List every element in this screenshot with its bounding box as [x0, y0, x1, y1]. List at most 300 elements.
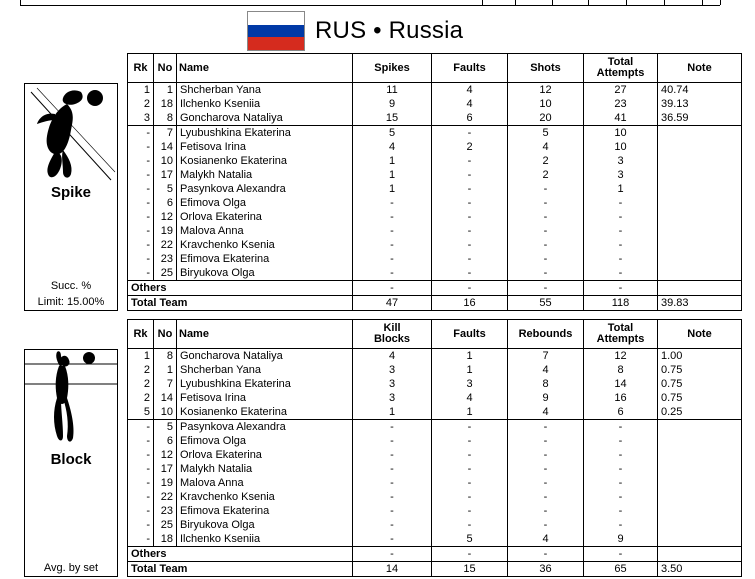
spike-cell-number: 6	[154, 196, 177, 210]
block-cell-c1: 3	[353, 363, 432, 377]
block-panel-title: Block	[50, 451, 92, 468]
spike-cell-c1: 15	[353, 111, 432, 126]
spike-cell-c3: -	[508, 196, 584, 210]
block-cell-note: 0.75	[658, 377, 742, 391]
block-cell-rank: -	[128, 420, 154, 435]
block-cell-c3: -	[508, 490, 584, 504]
spike-cell-rank: 3	[128, 111, 154, 126]
block-cell-rank: -	[128, 462, 154, 476]
flag-stripe-red	[248, 37, 304, 50]
spike-cell-number: 8	[154, 111, 177, 126]
block-cell-rank: -	[128, 434, 154, 448]
spike-cell-rank: -	[128, 210, 154, 224]
spike-cell-name: Malova Anna	[177, 224, 353, 238]
block-cell-c3: -	[508, 476, 584, 490]
spike-cell-c1: -	[353, 238, 432, 252]
block-cell-c3: 7	[508, 349, 584, 364]
team-name: RUS • Russia	[315, 17, 464, 44]
block-cell-note: 0.75	[658, 391, 742, 405]
spike-cell-note	[658, 168, 742, 182]
block-cell-c1: -	[353, 420, 432, 435]
spike-cell-c2: -	[432, 182, 508, 196]
spike-cell-total: 10	[584, 140, 658, 154]
spike-cell-c1: 5	[353, 126, 432, 141]
spike-cell-c1: -	[353, 266, 432, 281]
spike-cell-c1: 1	[353, 154, 432, 168]
spike-others-c2: -	[432, 281, 508, 296]
spike-others-row	[128, 281, 742, 296]
block-cell-note: 0.25	[658, 405, 742, 420]
block-cell-number: 22	[154, 490, 177, 504]
spike-cell-number: 22	[154, 238, 177, 252]
spike-cell-rank: -	[128, 182, 154, 196]
spike-cell-number: 14	[154, 140, 177, 154]
spike-cell-total: 3	[584, 168, 658, 182]
block-header-name: Name	[177, 320, 353, 349]
block-cell-number: 18	[154, 532, 177, 547]
block-cell-c3: -	[508, 462, 584, 476]
block-cell-note	[658, 448, 742, 462]
block-cell-c1: -	[353, 476, 432, 490]
spike-cell-total: 41	[584, 111, 658, 126]
spike-header-row	[128, 54, 742, 83]
spike-header-name: Name	[177, 54, 353, 83]
block-header-c2: Faults	[432, 320, 508, 349]
spike-header-rank: Rk	[128, 54, 154, 83]
spike-cell-c3: 2	[508, 168, 584, 182]
block-cell-name: Kravchenko Ksenia	[177, 490, 353, 504]
block-cell-c2: -	[432, 434, 508, 448]
block-cell-note	[658, 462, 742, 476]
spike-cell-rank: -	[128, 126, 154, 141]
block-cell-name: Ilchenko Kseniia	[177, 532, 353, 547]
spike-cell-c2: -	[432, 252, 508, 266]
spike-cell-c3: 12	[508, 83, 584, 98]
spike-cell-c1: -	[353, 224, 432, 238]
block-others-c2: -	[432, 547, 508, 562]
spike-cell-number: 5	[154, 182, 177, 196]
spike-cell-total: 3	[584, 154, 658, 168]
block-others-total: -	[584, 547, 658, 562]
table-row	[128, 97, 742, 111]
spike-cell-c3: 10	[508, 97, 584, 111]
block-cell-c2: -	[432, 448, 508, 462]
block-cell-name: Malykh Natalia	[177, 462, 353, 476]
table-row	[128, 518, 742, 532]
block-cell-name: Efimova Olga	[177, 434, 353, 448]
spike-total-c2: 16	[432, 296, 508, 311]
block-cell-name: Goncharova Nataliya	[177, 349, 353, 364]
block-total-note: 3.50	[658, 562, 742, 577]
spike-total-total: 118	[584, 296, 658, 311]
spike-others-label: Others	[128, 281, 353, 296]
spike-cell-note	[658, 196, 742, 210]
block-cell-c2: 3	[432, 377, 508, 391]
block-others-c1: -	[353, 547, 432, 562]
spike-cell-note	[658, 182, 742, 196]
block-cell-c3: 9	[508, 391, 584, 405]
spike-cell-c2: -	[432, 126, 508, 141]
table-row	[128, 476, 742, 490]
table-row	[128, 140, 742, 154]
spike-cell-c1: 9	[353, 97, 432, 111]
block-total-c1: 14	[353, 562, 432, 577]
block-cell-c3: 8	[508, 377, 584, 391]
spike-cell-note	[658, 140, 742, 154]
spike-others-note	[658, 281, 742, 296]
spike-cell-number: 10	[154, 154, 177, 168]
block-cell-c1: 1	[353, 405, 432, 420]
block-cell-number: 14	[154, 391, 177, 405]
block-cell-total: -	[584, 462, 658, 476]
spike-header-number: No	[154, 54, 177, 83]
spike-cell-name: Efimova Olga	[177, 196, 353, 210]
block-cell-c1: 3	[353, 391, 432, 405]
spike-cell-c1: 11	[353, 83, 432, 98]
block-cell-c2: 1	[432, 349, 508, 364]
spike-total-label: Total Team	[128, 296, 353, 311]
spike-header-c2: Faults	[432, 54, 508, 83]
spike-cell-rank: -	[128, 196, 154, 210]
block-cell-c3: -	[508, 420, 584, 435]
table-row	[128, 210, 742, 224]
table-row	[128, 504, 742, 518]
block-cell-c1: -	[353, 462, 432, 476]
block-cell-note	[658, 504, 742, 518]
block-cell-c2: -	[432, 476, 508, 490]
spike-total-note: 39.83	[658, 296, 742, 311]
block-cell-number: 19	[154, 476, 177, 490]
spike-cell-rank: -	[128, 168, 154, 182]
block-cell-note	[658, 532, 742, 547]
spike-cell-total: -	[584, 238, 658, 252]
spike-cell-c2: 2	[432, 140, 508, 154]
table-row	[128, 154, 742, 168]
spike-cell-c3: -	[508, 266, 584, 281]
spike-cell-note: 36.59	[658, 111, 742, 126]
block-cell-total: 16	[584, 391, 658, 405]
block-cell-c3: 4	[508, 405, 584, 420]
spike-cell-c2: -	[432, 224, 508, 238]
block-cell-c2: 1	[432, 363, 508, 377]
block-cell-name: Malova Anna	[177, 476, 353, 490]
spike-cell-c3: -	[508, 238, 584, 252]
block-cell-rank: 2	[128, 363, 154, 377]
spike-panel-title: Spike	[50, 184, 92, 201]
block-cell-name: Orlova Ekaterina	[177, 448, 353, 462]
spike-cell-name: Biryukova Olga	[177, 266, 353, 281]
spike-cell-name: Goncharova Nataliya	[177, 111, 353, 126]
spike-cell-number: 25	[154, 266, 177, 281]
previous-table-bottom	[0, 0, 755, 6]
block-cell-c1: -	[353, 518, 432, 532]
block-total-c2: 15	[432, 562, 508, 577]
spike-cell-note	[658, 238, 742, 252]
block-cell-rank: -	[128, 476, 154, 490]
block-cell-note: 1.00	[658, 349, 742, 364]
block-total-row	[128, 562, 742, 577]
spike-panel	[24, 83, 118, 311]
block-header-c1: Kill Blocks	[353, 320, 432, 349]
spike-cell-c1: -	[353, 210, 432, 224]
spike-cell-total: 10	[584, 126, 658, 141]
spike-cell-c2: -	[432, 266, 508, 281]
spike-others-total: -	[584, 281, 658, 296]
block-others-row	[128, 547, 742, 562]
spike-cell-number: 18	[154, 97, 177, 111]
spike-footer-succ: Succ. %	[50, 280, 92, 292]
spike-cell-number: 17	[154, 168, 177, 182]
spike-cell-c1: -	[353, 196, 432, 210]
block-cell-number: 6	[154, 434, 177, 448]
block-others-label: Others	[128, 547, 353, 562]
spike-cell-total: 27	[584, 83, 658, 98]
block-cell-note	[658, 490, 742, 504]
table-row	[128, 448, 742, 462]
spike-cell-c3: -	[508, 182, 584, 196]
block-cell-rank: -	[128, 504, 154, 518]
block-cell-c1: 3	[353, 377, 432, 391]
table-row	[128, 420, 742, 435]
block-cell-c2: 4	[432, 391, 508, 405]
spike-cell-name: Malykh Natalia	[177, 168, 353, 182]
spike-cell-total: -	[584, 196, 658, 210]
table-row	[128, 266, 742, 281]
block-cell-total: -	[584, 448, 658, 462]
block-player-icon	[25, 350, 117, 450]
spike-cell-name: Ilchenko Kseniia	[177, 97, 353, 111]
block-cell-rank: -	[128, 490, 154, 504]
block-cell-number: 25	[154, 518, 177, 532]
spike-cell-name: Pasynkova Alexandra	[177, 182, 353, 196]
block-total-c3: 36	[508, 562, 584, 577]
block-cell-total: -	[584, 434, 658, 448]
block-cell-number: 1	[154, 363, 177, 377]
spike-cell-rank: 2	[128, 97, 154, 111]
spike-cell-name: Efimova Ekaterina	[177, 252, 353, 266]
block-cell-total: 12	[584, 349, 658, 364]
table-row	[128, 168, 742, 182]
block-cell-number: 23	[154, 504, 177, 518]
block-cell-note	[658, 518, 742, 532]
block-others-c3: -	[508, 547, 584, 562]
spike-cell-c1: 1	[353, 182, 432, 196]
spike-header-c1: Spikes	[353, 54, 432, 83]
block-cell-rank: 1	[128, 349, 154, 364]
table-row	[128, 391, 742, 405]
table-row	[128, 462, 742, 476]
block-cell-c2: 5	[432, 532, 508, 547]
block-others-note	[658, 547, 742, 562]
spike-cell-note	[658, 126, 742, 141]
spike-cell-c2: -	[432, 168, 508, 182]
spike-cell-note: 39.13	[658, 97, 742, 111]
table-row	[128, 363, 742, 377]
block-cell-total: 9	[584, 532, 658, 547]
spike-cell-name: Shcherban Yana	[177, 83, 353, 98]
spike-cell-total: -	[584, 266, 658, 281]
block-cell-name: Lyubushkina Ekaterina	[177, 377, 353, 391]
block-footer-avg: Avg. by set	[43, 562, 99, 574]
block-cell-name: Efimova Ekaterina	[177, 504, 353, 518]
spike-cell-c2: -	[432, 238, 508, 252]
spike-cell-total: -	[584, 210, 658, 224]
block-cell-number: 7	[154, 377, 177, 391]
spike-cell-total: -	[584, 224, 658, 238]
spike-cell-note	[658, 224, 742, 238]
block-cell-note	[658, 434, 742, 448]
block-cell-total: 14	[584, 377, 658, 391]
block-cell-total: -	[584, 504, 658, 518]
block-cell-note	[658, 420, 742, 435]
spike-cell-rank: -	[128, 154, 154, 168]
block-header-rank: Rk	[128, 320, 154, 349]
spike-cell-name: Kosianenko Ekaterina	[177, 154, 353, 168]
spike-others-c3: -	[508, 281, 584, 296]
block-cell-c3: -	[508, 504, 584, 518]
table-row	[128, 434, 742, 448]
block-cell-c1: -	[353, 490, 432, 504]
block-cell-c2: -	[432, 490, 508, 504]
block-cell-rank: 2	[128, 391, 154, 405]
block-cell-total: 8	[584, 363, 658, 377]
table-row	[128, 238, 742, 252]
spike-cell-c3: -	[508, 224, 584, 238]
spike-footer-limit: Limit: 15.00%	[37, 296, 105, 308]
spike-cell-c2: 4	[432, 97, 508, 111]
block-header-number: No	[154, 320, 177, 349]
spike-cell-name: Orlova Ekaterina	[177, 210, 353, 224]
block-cell-c3: -	[508, 518, 584, 532]
block-cell-name: Kosianenko Ekaterina	[177, 405, 353, 420]
spike-cell-c3: -	[508, 252, 584, 266]
spike-cell-c2: 4	[432, 83, 508, 98]
block-cell-name: Biryukova Olga	[177, 518, 353, 532]
spike-cell-number: 12	[154, 210, 177, 224]
spike-cell-c2: -	[432, 154, 508, 168]
table-row	[128, 196, 742, 210]
block-cell-rank: -	[128, 448, 154, 462]
spike-cell-c1: 4	[353, 140, 432, 154]
block-cell-total: -	[584, 490, 658, 504]
table-row	[128, 182, 742, 196]
table-row	[128, 490, 742, 504]
block-cell-number: 17	[154, 462, 177, 476]
spike-cell-rank: -	[128, 224, 154, 238]
spike-cell-note	[658, 210, 742, 224]
spike-total-c3: 55	[508, 296, 584, 311]
spike-cell-total: 23	[584, 97, 658, 111]
block-cell-c3: 4	[508, 363, 584, 377]
block-cell-number: 10	[154, 405, 177, 420]
block-cell-c3: 4	[508, 532, 584, 547]
spike-cell-c2: -	[432, 210, 508, 224]
spike-cell-name: Lyubushkina Ekaterina	[177, 126, 353, 141]
block-header-total: Total Attempts	[584, 320, 658, 349]
russia-flag-icon	[247, 11, 305, 51]
spike-cell-number: 7	[154, 126, 177, 141]
block-cell-c1: -	[353, 504, 432, 518]
block-cell-number: 8	[154, 349, 177, 364]
block-cell-c1: -	[353, 434, 432, 448]
spike-cell-note	[658, 154, 742, 168]
block-cell-rank: 2	[128, 377, 154, 391]
block-cell-note: 0.75	[658, 363, 742, 377]
spike-cell-total: -	[584, 252, 658, 266]
spike-cell-name: Fetisova Irina	[177, 140, 353, 154]
spike-cell-rank: -	[128, 266, 154, 281]
block-header-note: Note	[658, 320, 742, 349]
spike-cell-c3: 2	[508, 154, 584, 168]
block-cell-total: -	[584, 420, 658, 435]
table-row	[128, 405, 742, 420]
spike-cell-c1: 1	[353, 168, 432, 182]
block-cell-total: -	[584, 476, 658, 490]
table-row	[128, 111, 742, 126]
spike-cell-number: 19	[154, 224, 177, 238]
table-row	[128, 126, 742, 141]
block-cell-total: 6	[584, 405, 658, 420]
block-header-row	[128, 320, 742, 349]
block-cell-note	[658, 476, 742, 490]
block-cell-rank: -	[128, 518, 154, 532]
table-row	[128, 377, 742, 391]
spike-cell-rank: 1	[128, 83, 154, 98]
table-row	[128, 83, 742, 98]
table-row	[128, 349, 742, 364]
block-cell-c1: -	[353, 448, 432, 462]
block-cell-number: 12	[154, 448, 177, 462]
block-total-label: Total Team	[128, 562, 353, 577]
block-cell-c2: -	[432, 462, 508, 476]
block-cell-c2: -	[432, 518, 508, 532]
block-cell-rank: -	[128, 532, 154, 547]
block-cell-total: -	[584, 518, 658, 532]
block-cell-number: 5	[154, 420, 177, 435]
block-header-c3: Rebounds	[508, 320, 584, 349]
block-cell-c3: -	[508, 448, 584, 462]
spike-cell-rank: -	[128, 252, 154, 266]
spike-total-row	[128, 296, 742, 311]
block-cell-name: Fetisova Irina	[177, 391, 353, 405]
block-stats-table	[127, 319, 742, 577]
spike-cell-c2: 6	[432, 111, 508, 126]
block-cell-c1: 4	[353, 349, 432, 364]
spike-cell-c1: -	[353, 252, 432, 266]
flag-stripe-blue	[248, 25, 304, 38]
block-cell-name: Pasynkova Alexandra	[177, 420, 353, 435]
spike-cell-c3: 5	[508, 126, 584, 141]
spike-cell-number: 23	[154, 252, 177, 266]
spike-cell-c3: 20	[508, 111, 584, 126]
block-cell-rank: 5	[128, 405, 154, 420]
table-row	[128, 532, 742, 547]
block-total-total: 65	[584, 562, 658, 577]
spike-cell-note	[658, 252, 742, 266]
spike-cell-note: 40.74	[658, 83, 742, 98]
spike-cell-number: 1	[154, 83, 177, 98]
table-row	[128, 252, 742, 266]
spike-cell-c2: -	[432, 196, 508, 210]
block-cell-c3: -	[508, 434, 584, 448]
block-cell-c2: -	[432, 420, 508, 435]
block-cell-c1: -	[353, 532, 432, 547]
spike-header-total: Total Attempts	[584, 54, 658, 83]
spike-stats-table	[127, 53, 742, 311]
block-panel	[24, 349, 118, 577]
spike-cell-rank: -	[128, 140, 154, 154]
flag-stripe-white	[248, 12, 304, 25]
